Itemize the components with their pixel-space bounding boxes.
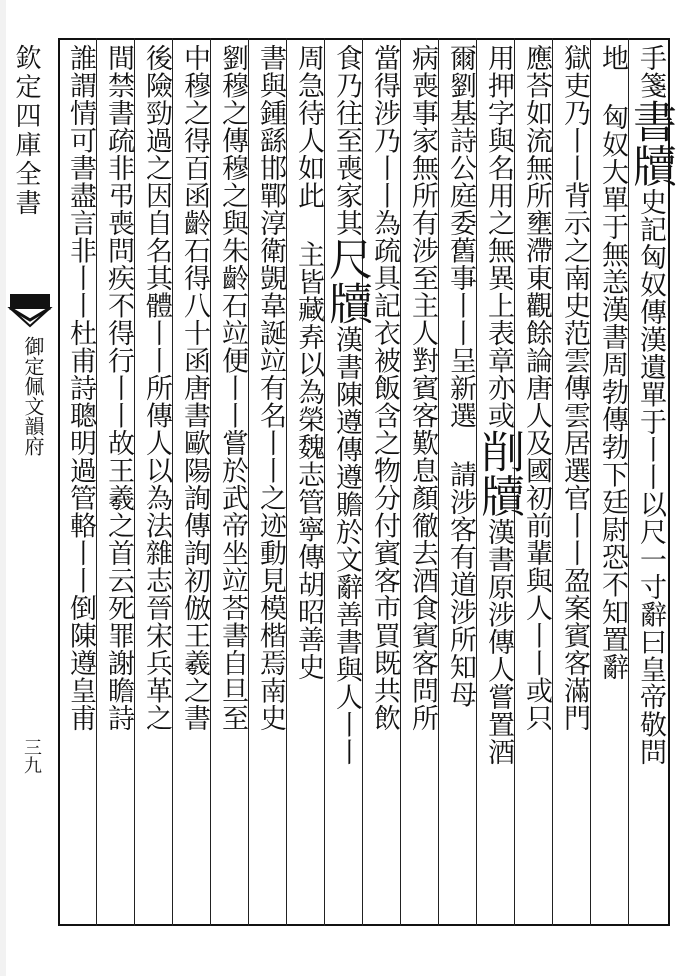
column-text: 匈奴大單于無恙漢書周勃傳勃下廷尉恐不知置辭 <box>597 71 628 681</box>
column-text: 爾劉基詩公庭委舊事丨丨呈新選 <box>445 44 476 429</box>
text-column <box>554 44 594 920</box>
column-text: 中穆之得百函齡石得八十函唐書歐陽詢傳詢初倣王羲之書 <box>179 44 210 732</box>
column-text: 誰謂情可書盡言非丨丨杜甫詩聰明過管輅丨丨倒陳遵皇甫 <box>65 44 96 732</box>
column-text: 周急待人如此 <box>293 44 324 209</box>
text-column <box>473 44 524 920</box>
margin-section-title: 御定佩文韻府 <box>21 336 45 456</box>
column-text: 食乃往至喪家 <box>331 44 362 209</box>
entry-headword: 牘 <box>625 143 676 188</box>
text-column <box>592 44 632 920</box>
entry-headword: 牘 <box>473 473 524 518</box>
text-column <box>321 44 372 920</box>
text-column <box>250 44 290 920</box>
column-text: 主皆藏弆以為榮魏志管寧傳胡昭善史 <box>293 209 324 681</box>
column-text: 地 <box>597 44 628 72</box>
entry-headword: 牘 <box>321 281 372 326</box>
text-column <box>440 44 480 920</box>
column-text: 間禁書疏非弔喪問疾不得行丨丨故王羲之首云死罪謝瞻詩 <box>103 44 134 732</box>
column-text: 漢書原涉傳人嘗置酒 <box>483 518 514 766</box>
entry-headword: 書 <box>625 99 676 144</box>
fish-tail-mark-icon <box>8 292 52 328</box>
text-column <box>212 44 252 920</box>
column-text: 書與鍾繇邯鄲淳衛覬韋誕竝有名丨丨之迹動見模楷焉南史 <box>255 44 286 732</box>
text-column <box>98 44 138 920</box>
text-column <box>174 44 214 920</box>
column-text: 後險勁過之因自名其體丨丨所傳人以為法雜志晉宋兵革之 <box>141 44 172 732</box>
column-text: 漢書陳遵傳遵贍於文辭善書與人丨丨 <box>331 325 362 766</box>
entry-headword: 尺 <box>321 236 372 281</box>
column-text: 獄吏乃丨丨背示之南史范雲傳雲居選官丨丨盈案賓客滿門 <box>559 44 590 732</box>
column-text: 請涉客有道涉所知母 <box>445 429 476 708</box>
column-text: 劉穆之傳穆之與朱齡石竝便丨丨嘗於武帝坐竝荅書自旦至 <box>217 44 248 732</box>
column-text: 用押字與名用之無異上表章亦或 <box>483 44 514 429</box>
column-text: 箋 <box>635 71 666 99</box>
margin-book-title: 欽定四庫全書 <box>11 44 41 218</box>
column-text: 病喪事家無所有涉至主人對賓客歎息顏徹去酒食賓客問所 <box>407 44 438 732</box>
text-column <box>364 44 404 920</box>
text-column <box>402 44 442 920</box>
column-text: 手 <box>635 44 666 72</box>
entry-headword: 削 <box>473 429 524 474</box>
column-text: 應荅如流無所壅滯東觀餘論唐人及國初前輩與人丨丨或只 <box>521 44 552 732</box>
text-column <box>625 44 676 920</box>
column-text: 史記匈奴傳漢遺單于丨丨以尺一寸辭曰皇帝敬問 <box>635 188 666 766</box>
column-text: 當得涉乃丨丨為疏具記衣被飯含之物分付賓客市買既共飲 <box>369 44 400 732</box>
page-number: 三九 <box>21 738 42 774</box>
text-column <box>136 44 176 920</box>
column-text: 其 <box>331 209 362 237</box>
text-column <box>60 44 100 920</box>
text-column <box>288 44 328 920</box>
